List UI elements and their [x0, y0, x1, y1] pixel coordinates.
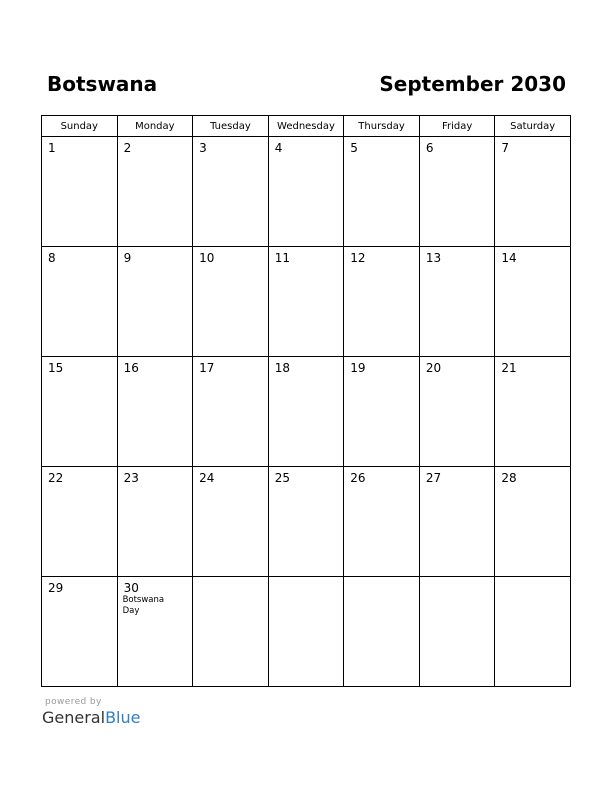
day-number	[193, 577, 268, 581]
day-cell	[344, 137, 420, 247]
weekday-friday: Friday	[419, 116, 495, 137]
month-year-title: September 2030	[379, 72, 566, 96]
weekday-tuesday: Tuesday	[193, 116, 269, 137]
day-cell-empty	[495, 577, 571, 687]
day-number: 19	[350, 361, 366, 375]
day-cell	[495, 467, 571, 577]
day-number: 29	[48, 581, 64, 595]
day-number: 16	[123, 361, 139, 375]
day-cell	[419, 137, 495, 247]
day-cell	[193, 247, 269, 357]
day-cell	[42, 137, 118, 247]
day-cell	[117, 247, 193, 357]
day-cell	[268, 467, 344, 577]
day-cell	[42, 247, 118, 357]
day-cell-empty	[193, 577, 269, 687]
calendar-grid	[41, 115, 571, 687]
day-cell	[495, 357, 571, 467]
logo-text-blue: Blue	[105, 708, 141, 727]
day-number	[344, 577, 419, 581]
day-number: 15	[48, 361, 64, 375]
weekday-header-row	[42, 116, 571, 137]
day-number: 30	[123, 581, 139, 595]
day-cell	[42, 467, 118, 577]
day-number: 11	[274, 251, 290, 265]
week-row-2	[42, 247, 571, 357]
day-cell-empty	[419, 577, 495, 687]
logo-text-general: General	[42, 708, 106, 727]
day-number: 22	[48, 471, 64, 485]
day-number: 5	[350, 141, 358, 155]
day-cell	[193, 357, 269, 467]
day-number: 23	[123, 471, 139, 485]
day-number	[269, 577, 344, 581]
day-cell	[268, 247, 344, 357]
day-number: 26	[350, 471, 366, 485]
weekday-saturday: Saturday	[495, 116, 571, 137]
day-number: 25	[274, 471, 290, 485]
day-cell	[193, 137, 269, 247]
day-cell	[344, 247, 420, 357]
day-cell-empty	[268, 577, 344, 687]
day-number: 17	[199, 361, 215, 375]
day-number: 2	[123, 141, 132, 155]
day-number: 21	[501, 361, 517, 375]
day-number: 12	[350, 251, 366, 265]
day-cell	[268, 137, 344, 247]
day-cell	[42, 577, 118, 687]
day-number: 27	[425, 471, 442, 485]
day-number: 24	[199, 471, 215, 485]
day-cell	[117, 137, 193, 247]
day-cell	[268, 357, 344, 467]
weekday-wednesday: Wednesday	[268, 116, 344, 137]
powered-by-text: powered by	[45, 697, 102, 707]
country-title: Botswana	[47, 72, 158, 96]
day-cell	[495, 247, 571, 357]
day-cell	[117, 577, 193, 687]
day-cell	[495, 137, 571, 247]
weekday-sunday: Sunday	[42, 116, 118, 137]
day-number: 14	[501, 251, 517, 265]
week-row-5	[42, 577, 571, 687]
day-number: 13	[425, 251, 442, 265]
day-number: 10	[199, 251, 215, 265]
day-cell-empty	[344, 577, 420, 687]
day-cell	[419, 357, 495, 467]
day-number	[495, 577, 570, 581]
day-number: 9	[123, 251, 132, 265]
day-number: 18	[274, 361, 290, 375]
generalblue-logo[interactable]	[42, 708, 140, 728]
day-cell	[193, 467, 269, 577]
day-number: 6	[425, 141, 434, 155]
day-number: 7	[501, 141, 510, 155]
day-number	[420, 577, 495, 581]
day-number: 8	[48, 251, 56, 265]
day-cell	[117, 357, 193, 467]
week-row-3	[42, 357, 571, 467]
week-row-4	[42, 467, 571, 577]
day-cell	[344, 467, 420, 577]
day-number: 3	[199, 141, 207, 155]
weekday-thursday: Thursday	[344, 116, 420, 137]
day-cell	[344, 357, 420, 467]
day-cell	[419, 247, 495, 357]
day-cell	[42, 357, 118, 467]
holiday-label: Botswana Day	[122, 595, 165, 616]
day-number: 1	[48, 141, 56, 155]
day-number: 4	[274, 141, 283, 155]
day-cell	[419, 467, 495, 577]
week-row-1	[42, 137, 571, 247]
weekday-monday: Monday	[117, 116, 193, 137]
day-number: 20	[425, 361, 442, 375]
day-number: 28	[501, 471, 517, 485]
day-cell	[117, 467, 193, 577]
